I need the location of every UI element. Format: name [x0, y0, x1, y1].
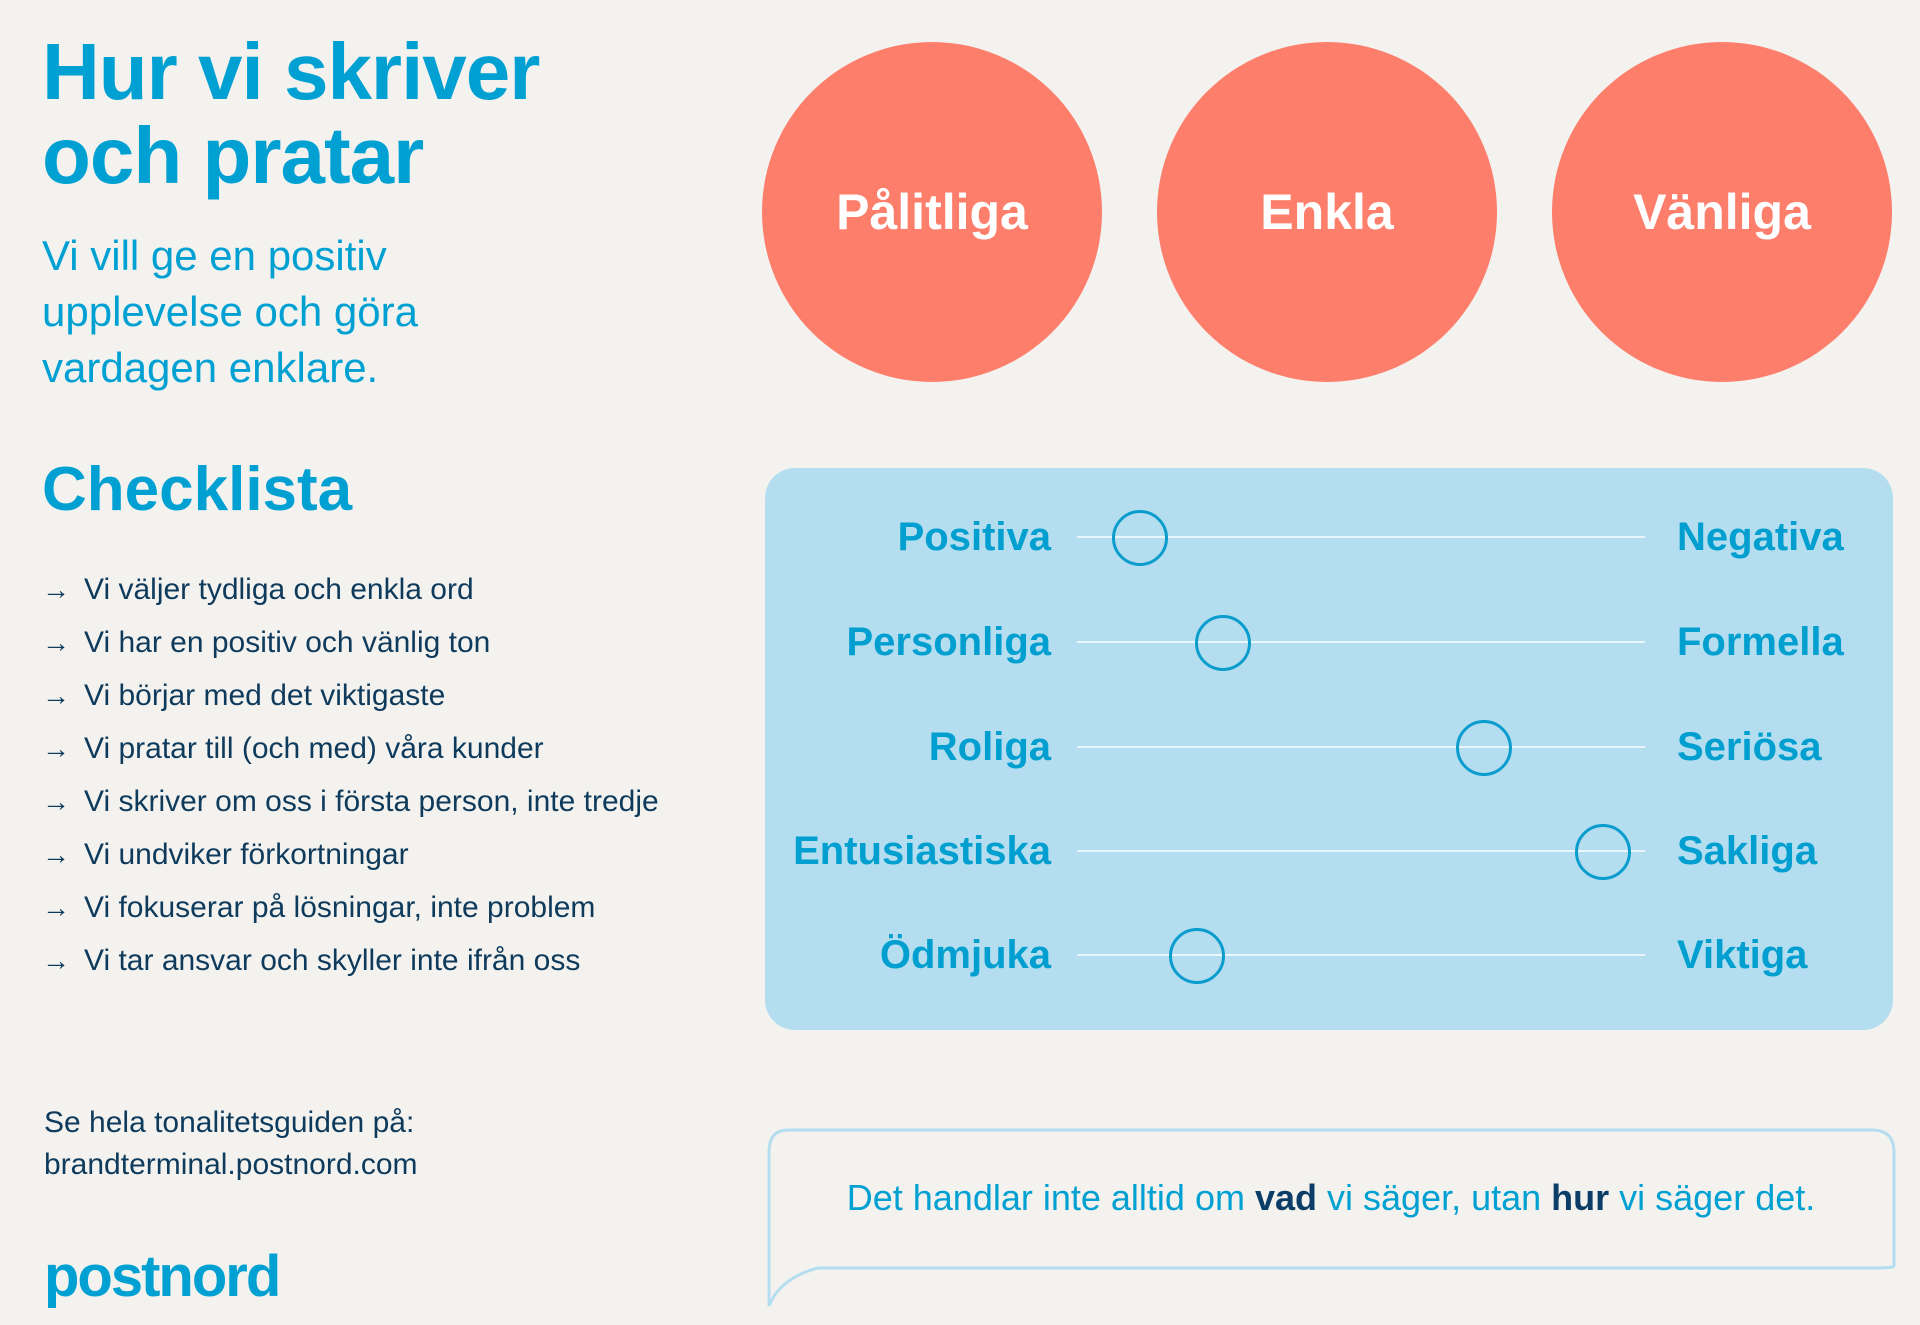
tone-left-label: Personliga	[846, 620, 1051, 664]
tone-right-label: Viktiga	[1677, 933, 1808, 977]
tone-slider-knob[interactable]	[1456, 720, 1512, 776]
tone-scale-rows	[765, 468, 1893, 1030]
tone-row	[765, 712, 1893, 782]
title-line-1: Hur vi skriver	[42, 27, 540, 116]
checklist-item	[42, 563, 659, 616]
quote-part: Det handlar inte alltid om	[846, 1177, 1255, 1218]
tone-left-label: Entusiastiska	[793, 829, 1051, 873]
checklist	[42, 563, 659, 987]
checklist-item	[42, 934, 659, 987]
title-line-2: och pratar	[42, 111, 424, 200]
checklist-item-text: Vi fokuserar på lösningar, inte problem	[84, 891, 596, 924]
guide-link[interactable]: brandterminal.postnord.com	[44, 1148, 418, 1181]
tone-row	[765, 920, 1893, 990]
tone-slider-knob[interactable]	[1169, 928, 1225, 984]
tone-right-label: Sakliga	[1677, 829, 1818, 873]
arrow-right-icon: →	[42, 892, 70, 923]
checklist-item-text: Vi skriver om oss i första person, inte tredje	[84, 785, 659, 818]
tone-right-label: Seriösa	[1677, 725, 1822, 769]
checklist-item-text: Vi har en positiv och vänlig ton	[84, 626, 491, 659]
lead-text	[42, 228, 602, 396]
checklist-title: Checklista	[42, 455, 353, 524]
tone-left-label: Roliga	[928, 725, 1051, 769]
tone-slider-knob[interactable]	[1195, 615, 1251, 671]
checklist-item-text: Vi tar ansvar och skyller inte ifrån oss	[84, 944, 581, 977]
checklist-item-text: Vi väljer tydliga och enkla ord	[84, 573, 474, 606]
tone-right-label: Formella	[1677, 620, 1844, 664]
quote-part: vi säger det.	[1609, 1177, 1816, 1218]
page-title	[42, 27, 742, 200]
tone-right-label: Negativa	[1677, 515, 1844, 559]
tone-row	[765, 816, 1893, 886]
value-circle-vanliga	[1552, 42, 1892, 382]
arrow-right-icon: →	[42, 574, 70, 605]
tone-slider-knob[interactable]	[1112, 510, 1168, 566]
postnord-logo: postnord	[44, 1244, 280, 1309]
tone-left-label: Positiva	[897, 515, 1051, 559]
lead-line-2: upplevelse och göra	[42, 288, 418, 335]
arrow-right-icon: →	[42, 680, 70, 711]
tone-slider-track	[1077, 746, 1645, 748]
tone-slider-track	[1077, 641, 1645, 643]
checklist-item-text: Vi pratar till (och med) våra kunder	[84, 732, 544, 765]
value-label: Vänliga	[1633, 184, 1811, 240]
tone-quote	[766, 1128, 1896, 1268]
arrow-right-icon: →	[42, 627, 70, 658]
checklist-item	[42, 775, 659, 828]
quote-emphasis: hur	[1551, 1177, 1610, 1218]
checklist-item-text: Vi undviker förkortningar	[84, 838, 409, 871]
quote-part: vi säger, utan	[1317, 1177, 1552, 1218]
arrow-right-icon: →	[42, 786, 70, 817]
arrow-right-icon: →	[42, 733, 70, 764]
arrow-right-icon: →	[42, 945, 70, 976]
value-circle-enkla	[1157, 42, 1497, 382]
arrow-right-icon: →	[42, 839, 70, 870]
checklist-item	[42, 881, 659, 934]
lead-line-1: Vi vill ge en positiv	[42, 232, 387, 279]
tone-row	[765, 502, 1893, 572]
tone-row	[765, 607, 1893, 677]
lead-line-3: vardagen enklare.	[42, 344, 379, 391]
value-label: Enkla	[1260, 184, 1394, 240]
tone-slider-knob[interactable]	[1575, 824, 1631, 880]
checklist-item	[42, 722, 659, 775]
value-label: Pålitliga	[836, 184, 1028, 240]
tone-slider-track	[1077, 954, 1645, 956]
quote-emphasis: vad	[1254, 1177, 1317, 1218]
tone-slider-track	[1077, 850, 1645, 852]
checklist-item-text: Vi börjar med det viktigaste	[84, 679, 446, 712]
checklist-item	[42, 616, 659, 669]
tone-left-label: Ödmjuka	[879, 933, 1051, 977]
value-circle-palitliga	[762, 42, 1102, 382]
guide-reference	[44, 1102, 418, 1186]
checklist-item	[42, 669, 659, 722]
checklist-item	[42, 828, 659, 881]
guide-text: Se hela tonalitetsguiden på:	[44, 1106, 415, 1139]
